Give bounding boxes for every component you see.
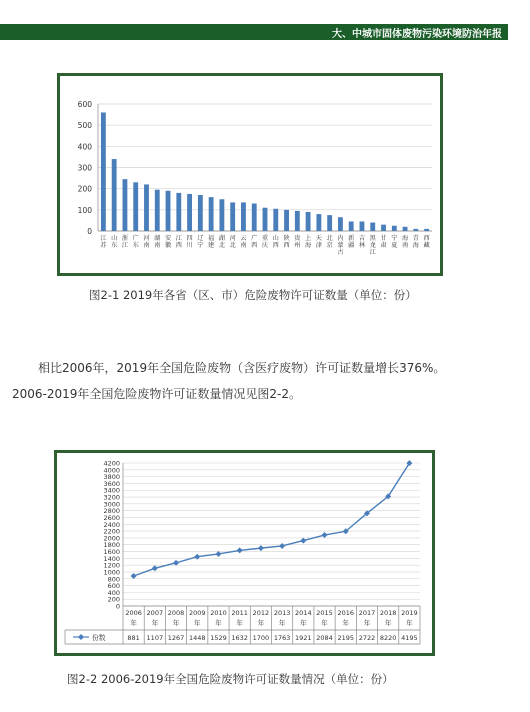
bar <box>176 193 181 231</box>
page-header-title: 大、中城市固体废物污染环境防治年报 <box>332 29 502 40</box>
x-tick-label: 江西 <box>175 235 182 249</box>
legend-series-label: 份数 <box>92 634 106 642</box>
x-tick-label: 辽宁 <box>197 235 204 249</box>
x-tick-label: 海南 <box>401 235 409 249</box>
y-tick-label: 1000 <box>103 568 120 577</box>
x-tick-label: 2019 <box>401 609 418 617</box>
data-point <box>322 532 328 538</box>
x-tick-suffix: 年 <box>278 619 286 627</box>
x-tick-suffix: 年 <box>321 619 328 627</box>
bar <box>198 195 203 231</box>
x-tick-suffix: 年 <box>215 619 222 627</box>
bar <box>209 197 214 231</box>
y-tick-label: 3000 <box>103 500 120 509</box>
x-tick-label: 重庆 <box>261 235 269 249</box>
table-value-cell: 8220 <box>379 634 397 642</box>
bar <box>144 184 149 231</box>
x-tick-label: 广东 <box>132 235 139 249</box>
y-tick-label: 4000 <box>103 466 120 475</box>
x-tick-suffix: 年 <box>363 619 371 627</box>
x-tick-label: 2009 <box>188 609 206 617</box>
x-tick-label: 湖北 <box>218 235 225 249</box>
y-tick-label: 2600 <box>103 513 120 522</box>
bar <box>187 194 192 231</box>
data-point <box>279 543 285 549</box>
x-tick-label: 四川 <box>186 235 193 249</box>
bar <box>392 226 397 231</box>
x-tick-label: 河南 <box>143 235 150 249</box>
bar <box>413 229 418 231</box>
bar <box>284 210 289 231</box>
x-tick-label: 陕西 <box>283 235 290 249</box>
table-value-cell: 1107 <box>146 634 164 642</box>
legend-diamond-marker <box>78 634 84 640</box>
y-tick-label: 600 <box>77 100 92 109</box>
y-tick-label: 600 <box>107 582 120 591</box>
y-tick-label: 400 <box>77 142 92 152</box>
x-tick-label: 2008 <box>167 609 185 617</box>
data-point <box>215 551 221 557</box>
x-tick-label: 湖南 <box>154 235 161 249</box>
figure-2-caption: 图2-2 2006-2019年全国危险废物许可证数量情况（单位：份） <box>67 672 394 686</box>
x-tick-suffix: 年 <box>151 619 159 627</box>
bar <box>241 202 246 231</box>
table-value-cell: 1700 <box>252 634 270 642</box>
x-tick-label: 上海 <box>305 235 312 249</box>
x-tick-label: 宁夏 <box>391 235 398 249</box>
data-point <box>131 573 137 579</box>
paragraph-line-2: 2006-2019年全国危险废物许可证数量情况见图2-2。 <box>12 387 302 401</box>
x-tick-label: 2014 <box>295 609 312 617</box>
bar <box>230 202 235 231</box>
trend-line-chart-frame <box>54 450 435 656</box>
bar <box>316 214 321 231</box>
x-tick-label: 2011 <box>231 609 248 617</box>
table-value-cell: 1267 <box>167 634 185 642</box>
y-tick-label: 2000 <box>103 534 120 543</box>
y-tick-label: 3800 <box>103 473 120 482</box>
y-tick-label: 200 <box>77 184 92 194</box>
bar <box>273 209 278 231</box>
table-value-cell: 1921 <box>295 634 312 642</box>
table-value-cell: 881 <box>127 634 140 642</box>
x-tick-label: 甘肃 <box>380 235 387 249</box>
bar <box>370 223 375 231</box>
x-tick-label: 北京 <box>326 235 333 249</box>
figure-1-caption: 图2-1 2019年各省（区、市）危险废物许可证数量（单位：份） <box>89 288 417 302</box>
x-tick-label: 2010 <box>210 609 227 617</box>
bar <box>349 221 354 231</box>
y-tick-label: 1800 <box>103 541 120 550</box>
data-point <box>194 554 200 560</box>
x-tick-label: 福建 <box>208 235 215 249</box>
table-value-cell: 2084 <box>316 634 333 642</box>
x-tick-suffix: 年 <box>406 619 413 627</box>
x-tick-label: 西藏 <box>423 235 430 249</box>
x-tick-label: 江苏 <box>100 235 107 249</box>
x-tick-label: 2016 <box>337 609 355 617</box>
x-tick-label: 云南 <box>240 235 247 249</box>
bar <box>295 211 300 231</box>
trend-line-chart <box>57 453 432 653</box>
bar <box>424 229 429 231</box>
x-tick-label: 贵州 <box>294 235 301 249</box>
y-tick-label: 100 <box>77 205 92 215</box>
y-tick-label: 1400 <box>103 554 120 563</box>
bar <box>252 203 257 231</box>
bar <box>403 227 408 231</box>
y-tick-label: 300 <box>77 163 92 173</box>
bar <box>112 159 117 231</box>
province-bar-chart-frame <box>57 73 443 276</box>
x-tick-label: 吉林 <box>358 235 366 249</box>
x-tick-label: 山西 <box>272 235 279 249</box>
bar <box>219 199 224 231</box>
x-tick-label: 天津 <box>315 235 322 249</box>
x-tick-label: 山东 <box>111 235 118 249</box>
province-bar-chart <box>60 76 440 273</box>
x-tick-suffix: 年 <box>342 619 349 627</box>
x-tick-label: 2012 <box>252 609 270 617</box>
x-tick-label: 2007 <box>146 609 164 617</box>
x-tick-suffix: 年 <box>236 619 243 627</box>
y-tick-label: 3600 <box>103 479 120 488</box>
x-tick-label: 新疆 <box>348 235 355 249</box>
x-tick-label: 浙江 <box>121 235 129 249</box>
y-tick-label: 2800 <box>103 507 120 516</box>
y-tick-label: 1600 <box>103 548 120 557</box>
x-tick-suffix: 年 <box>257 619 265 627</box>
bar <box>338 217 343 231</box>
x-tick-label: 内蒙古 <box>337 235 344 256</box>
bar <box>101 112 106 231</box>
y-tick-label: 3200 <box>103 493 120 502</box>
x-tick-label: 2015 <box>316 609 333 617</box>
table-value-cell: 1763 <box>273 634 291 642</box>
y-tick-label: 0 <box>87 227 92 236</box>
bar <box>133 182 138 231</box>
x-tick-label: 青海 <box>412 235 419 249</box>
bar <box>123 179 128 231</box>
x-tick-suffix: 年 <box>384 619 392 627</box>
data-point <box>300 538 306 544</box>
data-point <box>258 545 264 551</box>
table-value-cell: 1448 <box>188 634 206 642</box>
y-tick-label: 1200 <box>103 561 120 570</box>
bar <box>155 190 160 231</box>
x-tick-label: 2017 <box>358 609 376 617</box>
x-tick-suffix: 年 <box>194 619 201 627</box>
y-tick-label: 3400 <box>103 486 120 495</box>
series-line <box>134 463 410 576</box>
y-tick-label: 500 <box>77 121 92 131</box>
bar <box>327 215 332 231</box>
table-value-cell: 1529 <box>210 634 227 642</box>
bar <box>263 208 268 231</box>
page-header-bar <box>0 24 508 40</box>
table-value-cell: 2195 <box>337 634 355 642</box>
paragraph-line-1: 相比2006年，2019年全国危险废物（含医疗废物）许可证数量增长376%。 <box>38 361 446 375</box>
y-tick-label: 4200 <box>103 459 120 468</box>
x-tick-label: 2018 <box>379 609 397 617</box>
y-tick-label: 200 <box>107 595 120 604</box>
y-tick-label: 400 <box>107 588 120 597</box>
x-tick-label: 广西 <box>251 235 258 249</box>
table-value-cell: 1632 <box>231 634 248 642</box>
x-tick-label: 黑龙江 <box>369 235 376 256</box>
x-tick-suffix: 年 <box>130 619 137 627</box>
x-tick-suffix: 年 <box>300 619 307 627</box>
y-tick-label: 800 <box>107 575 120 584</box>
x-tick-label: 河北 <box>229 235 236 249</box>
data-point <box>152 565 158 571</box>
bar <box>381 225 386 231</box>
x-tick-label: 2013 <box>273 609 291 617</box>
table-value-cell: 4195 <box>401 634 418 642</box>
bar <box>306 212 311 231</box>
x-tick-label: 2006 <box>125 609 142 617</box>
y-tick-label: 0 <box>115 602 120 611</box>
y-tick-label: 2400 <box>103 520 120 529</box>
x-tick-label: 安徽 <box>164 235 172 249</box>
x-tick-suffix: 年 <box>172 619 180 627</box>
y-tick-label: 2200 <box>103 527 120 536</box>
data-point <box>237 547 243 553</box>
bar <box>166 191 171 231</box>
table-value-cell: 2722 <box>358 634 376 642</box>
bar <box>360 221 365 231</box>
